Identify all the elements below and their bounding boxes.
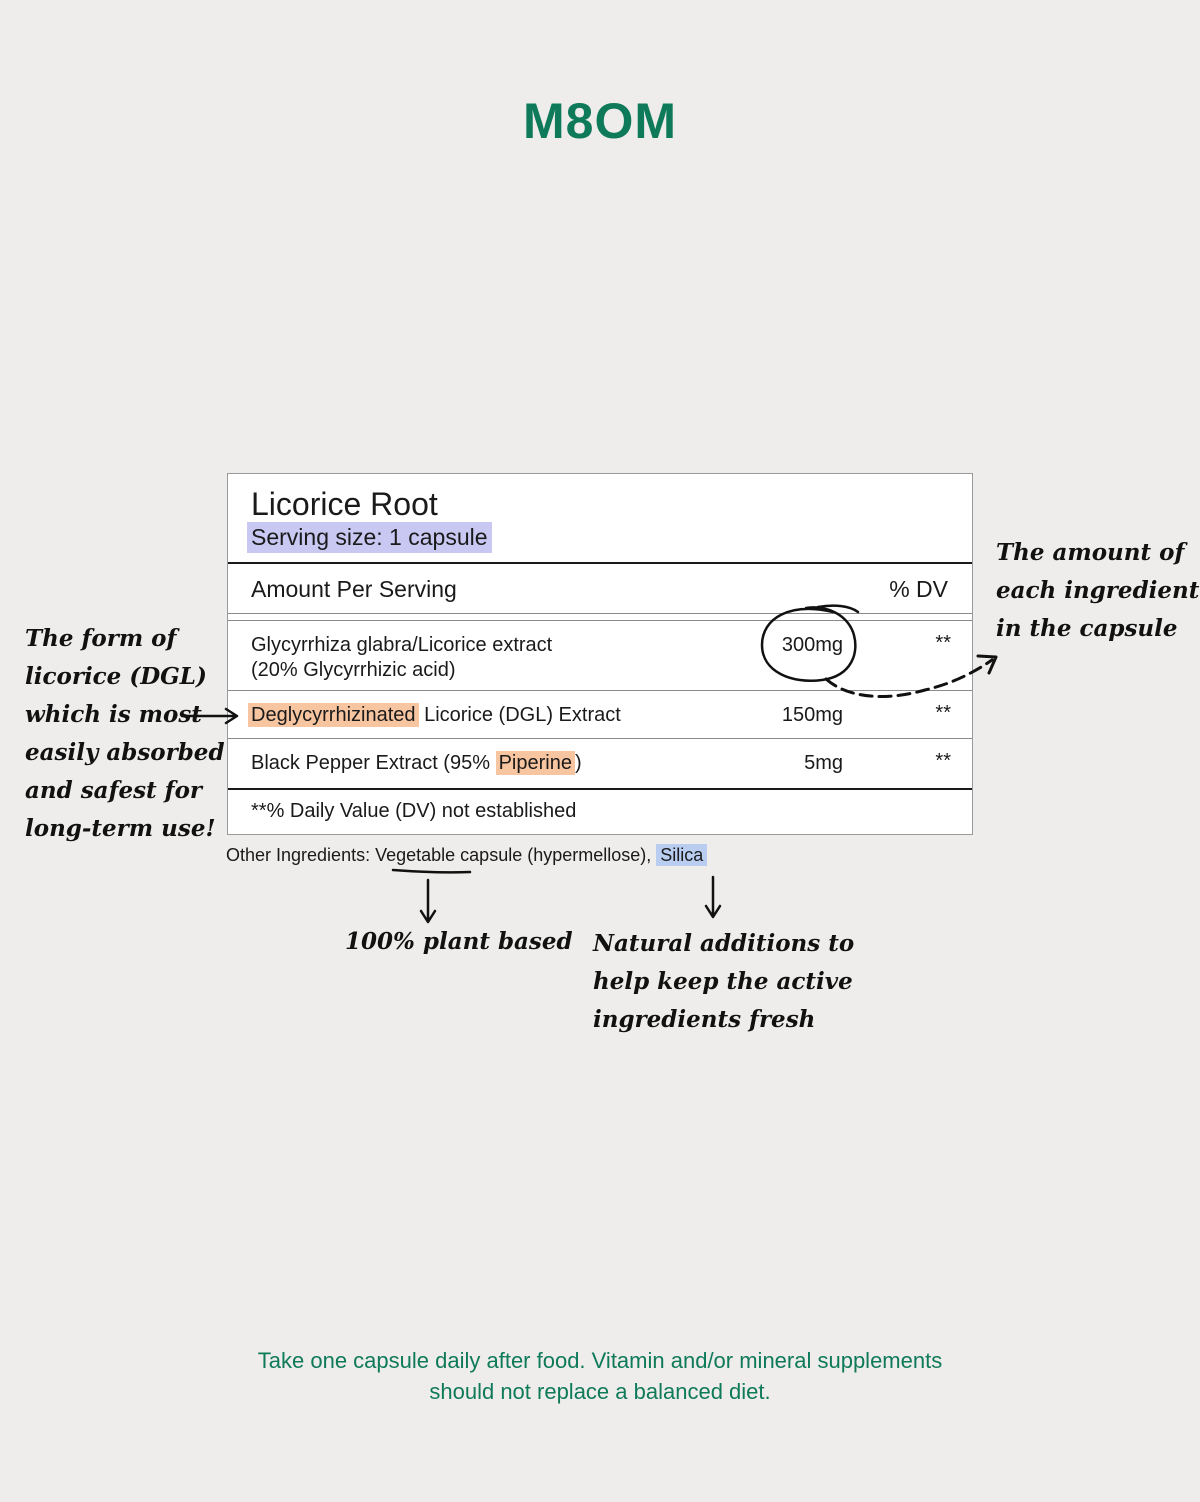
annotation-line: ingredients fresh bbox=[593, 1006, 816, 1033]
ingredient-name-suffix: ) bbox=[574, 752, 582, 774]
amount-per-serving-header: Amount Per Serving bbox=[251, 576, 457, 602]
ingredient-name-detail: (20% Glycyrrhizic acid) bbox=[251, 659, 456, 681]
brand-logo: M8OM bbox=[523, 93, 677, 149]
other-ingredients-label: Other Ingredients: bbox=[226, 845, 376, 865]
serving-size: Serving size: 1 capsule bbox=[247, 522, 492, 553]
annotation-line: The form of bbox=[25, 625, 177, 652]
footer-line: Take one capsule daily after food. Vitamin and/or mineral supplements bbox=[257, 1348, 943, 1373]
ingredient-name-prefix: Black Pepper Extract (95% bbox=[251, 752, 496, 774]
daily-value-header: % DV bbox=[889, 576, 948, 602]
ingredient-name: Glycyrrhiza glabra/Licorice extract bbox=[251, 634, 553, 656]
piperine-highlight: Piperine bbox=[496, 751, 575, 775]
usage-instructions bbox=[0, 1345, 1200, 1407]
capsule-text: capsule (hypermellose), bbox=[455, 845, 657, 865]
plant-based-annotation: 100% plant based bbox=[345, 928, 573, 955]
dashed-arrow bbox=[826, 660, 992, 696]
ingredient-amount: 300mg bbox=[781, 634, 843, 656]
ingredient-dv: ** bbox=[935, 750, 951, 772]
vegetable-underline bbox=[393, 870, 470, 872]
annotation-line: and safest for bbox=[25, 777, 203, 804]
product-title: Licorice Root bbox=[251, 486, 438, 522]
annotation-line: which is most bbox=[25, 701, 202, 728]
ingredient-amount: 150mg bbox=[781, 704, 843, 726]
annotation-line: in the capsule bbox=[996, 615, 1178, 642]
annotation-line: licorice (DGL) bbox=[25, 663, 207, 690]
arrow-down-icon bbox=[706, 877, 720, 917]
arrow-down-icon bbox=[421, 880, 435, 922]
silica-highlight: Silica bbox=[656, 844, 707, 866]
ingredient-amount: 5mg bbox=[804, 752, 843, 774]
dgl-highlight: Deglycyrrhizinated bbox=[248, 703, 419, 727]
annotation-line: each ingredient bbox=[996, 577, 1200, 604]
vegetable-word: Vegetable bbox=[375, 845, 456, 865]
footer-line: should not replace a balanced diet. bbox=[429, 1379, 771, 1404]
annotation-line: easily absorbed bbox=[25, 739, 225, 766]
annotation-line: Natural additions to bbox=[593, 930, 855, 957]
annotation-line: help keep the active bbox=[593, 968, 853, 995]
ingredient-dv: ** bbox=[935, 702, 951, 724]
arrow-right-icon bbox=[182, 709, 237, 723]
amount-circle bbox=[762, 606, 858, 681]
annotation-line: long-term use! bbox=[25, 815, 216, 842]
ingredient-dv: ** bbox=[935, 632, 951, 654]
footnote: **% Daily Value (DV) not established bbox=[251, 800, 577, 822]
annotation-line: The amount of bbox=[996, 539, 1185, 566]
ingredient-name-rest: Licorice (DGL) Extract bbox=[418, 704, 621, 726]
